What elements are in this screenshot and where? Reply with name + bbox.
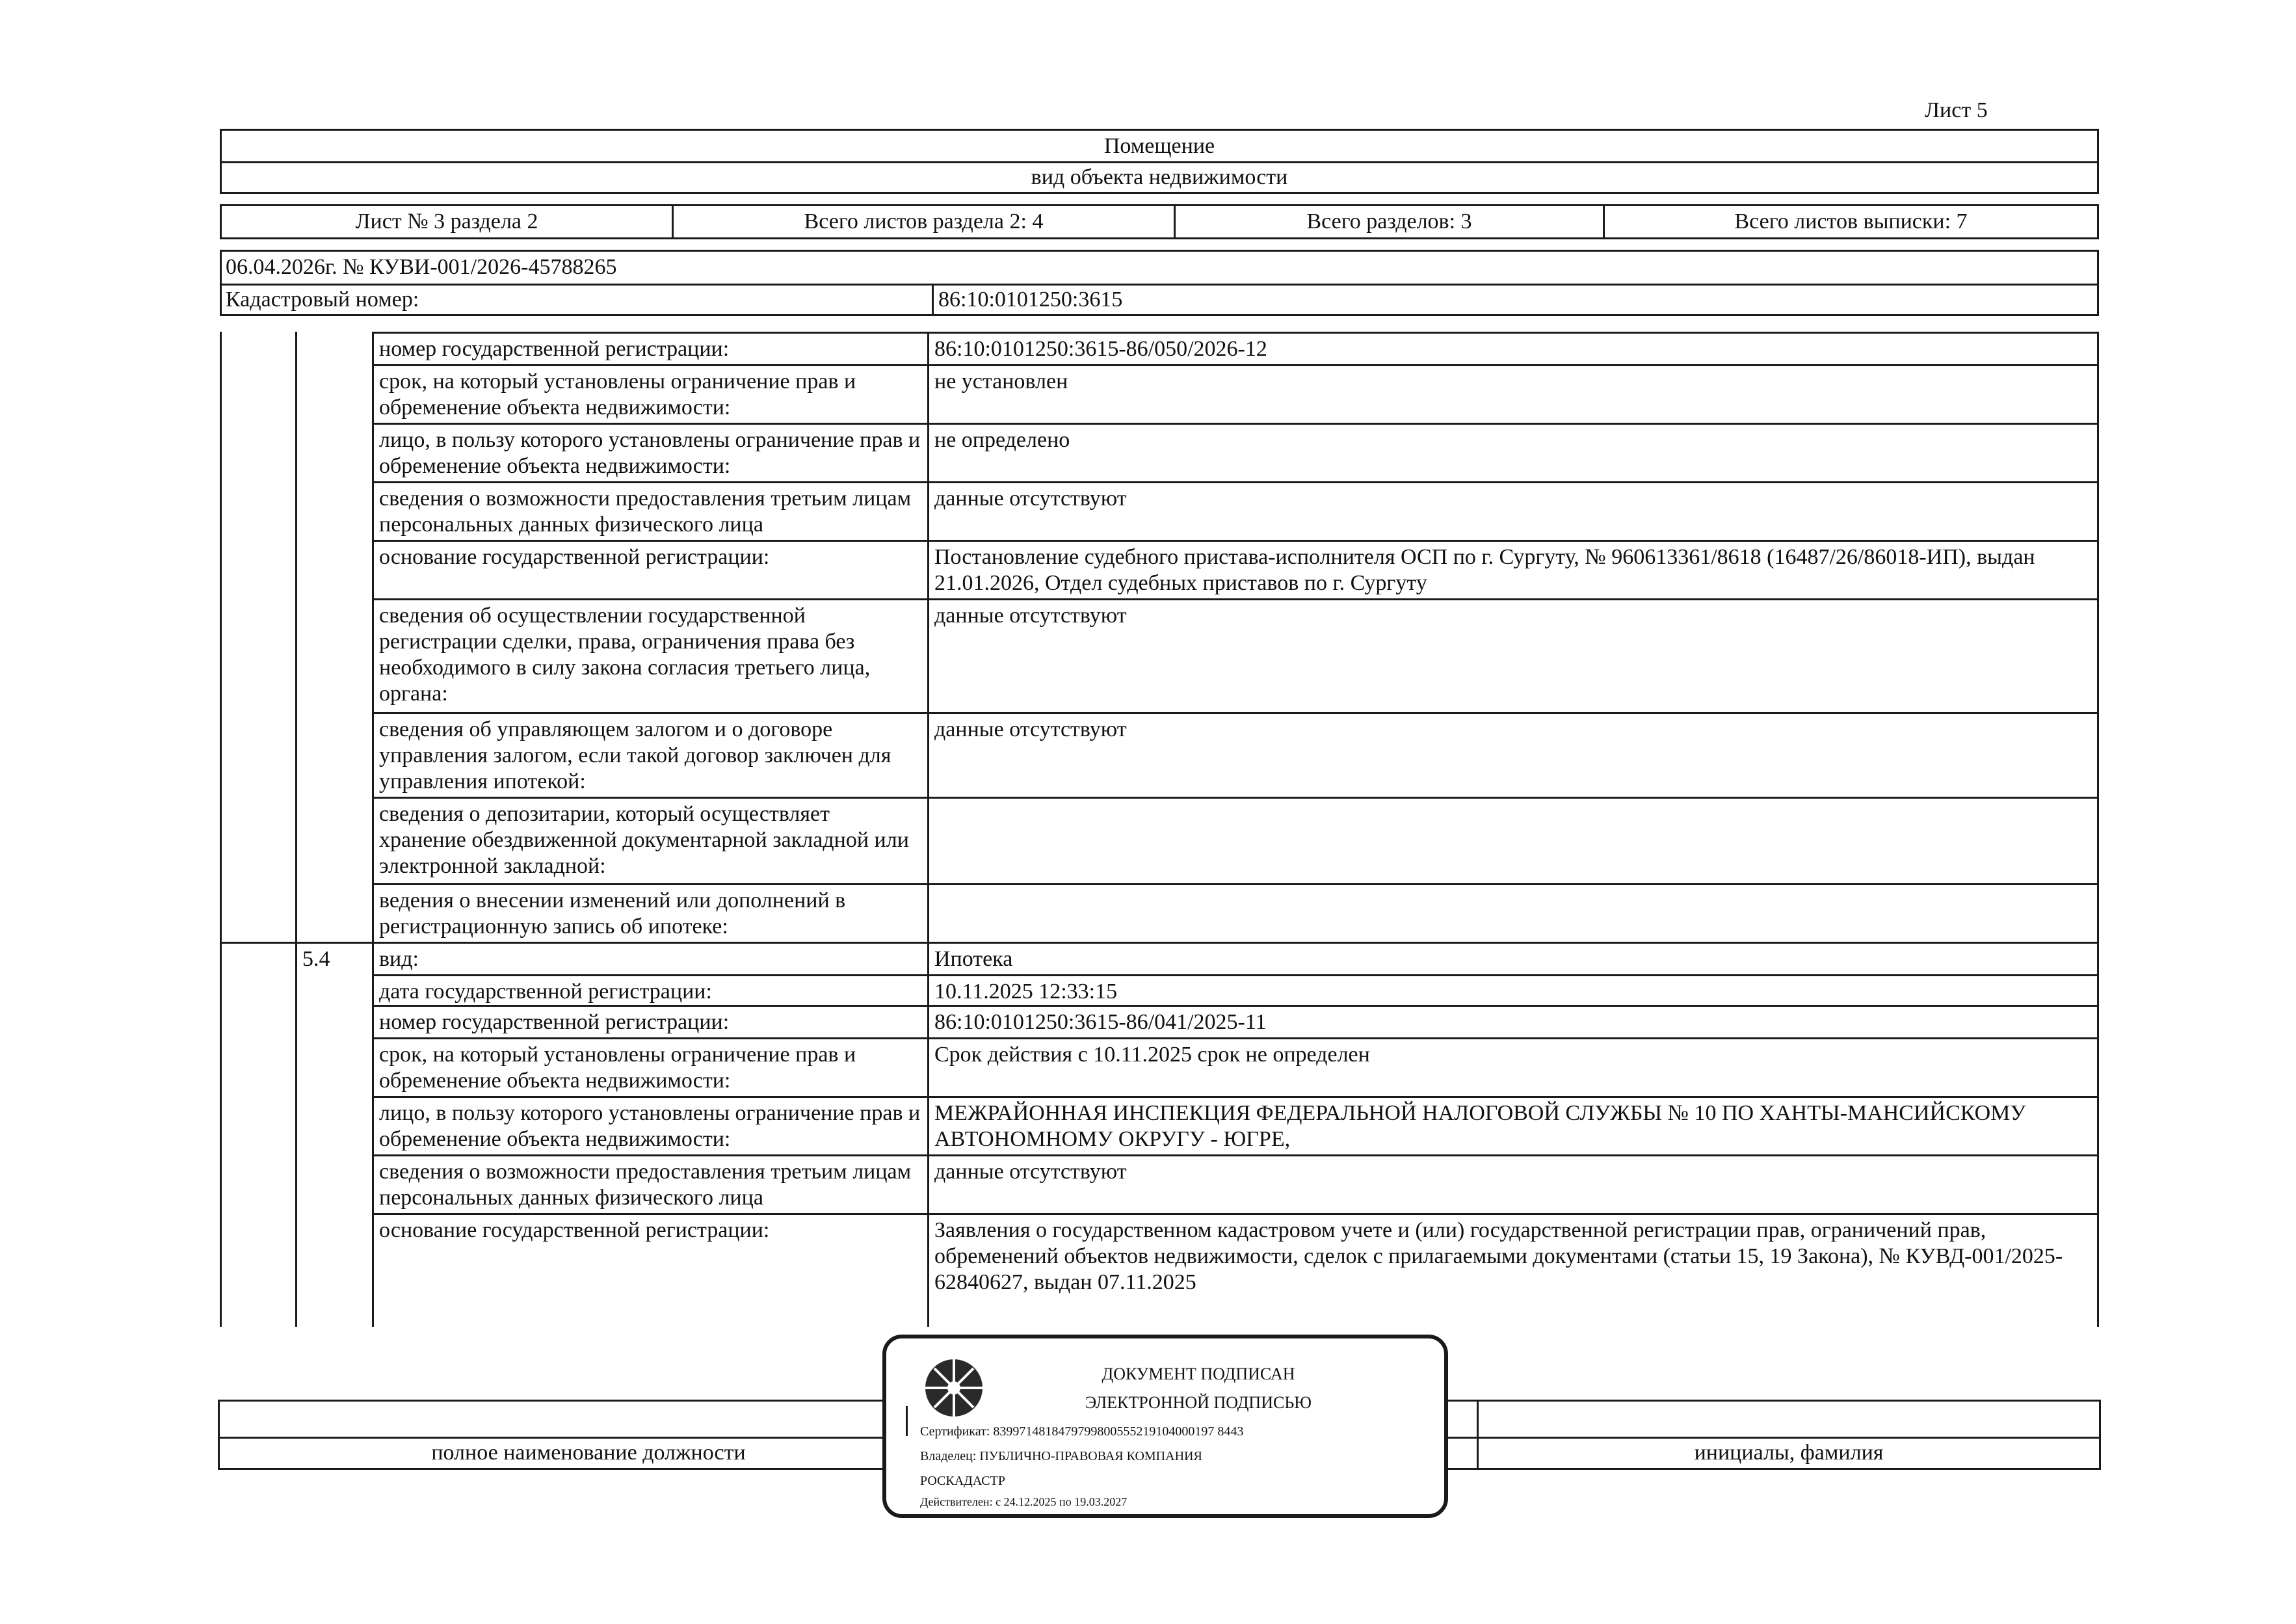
row-b6-value: данные отсутствуют bbox=[934, 1160, 1127, 1184]
row-a5-value: Постановление судебного пристава-исполнителя ОСП по г. Сургуту, № 960613361/8618 (16487/26/86018-ИП), выдан 21.01.2026, Отдел судебных приставов по г. Сургуту bbox=[934, 545, 2035, 595]
extract-date-number: 06.04.2026г. № КУВИ-001/2026-45788265 bbox=[226, 255, 617, 279]
row-a3-label: лицо, в пользу которого установлены ограничение прав и обременение объекта недвижимости: bbox=[379, 428, 921, 478]
total-section-sheets: Всего листов раздела 2: 4 bbox=[804, 209, 1044, 233]
row-b1-value: Ипотека bbox=[934, 947, 1013, 971]
section-number: 5.4 bbox=[302, 947, 330, 971]
encumbrance-table bbox=[220, 332, 2099, 1327]
sheet-info-row bbox=[220, 204, 2099, 239]
row-a6-value: данные отсутствуют bbox=[934, 604, 1127, 628]
row-a5-label: основание государственной регистрации: bbox=[379, 545, 770, 569]
object-type-caption: вид объекта недвижимости bbox=[1031, 165, 1288, 189]
total-sections: Всего разделов: 3 bbox=[1306, 209, 1472, 233]
stamp-owner: Владелец: ПУБЛИЧНО-ПРАВОВАЯ КОМПАНИЯ bbox=[920, 1449, 1202, 1463]
row-b5-label: лицо, в пользу которого установлены ограничение прав и обременение объекта недвижимости: bbox=[379, 1101, 921, 1151]
row-b7-label: основание государственной регистрации: bbox=[379, 1218, 770, 1242]
row-a2-value: не установлен bbox=[934, 369, 1068, 393]
row-a8-label: сведения о депозитарии, который осуществляет хранение обездвиженной документарной закладной или электронной закладной: bbox=[379, 802, 909, 878]
row-a7-label: сведения об управляющем залогом и о договоре управления залогом, если такой договор заключен для управления ипотекой: bbox=[379, 717, 891, 793]
roskadastr-logo-icon bbox=[921, 1355, 986, 1420]
row-a6-label: сведения об осуществлении государственной регистрации сделки, права, ограничения права без необходимого в силу закона согласия третьего лица, органа: bbox=[379, 604, 871, 706]
stamp-owner2: РОСКАДАСТР bbox=[920, 1474, 1005, 1488]
row-b7-value: Заявления о государственном кадастровом учете и (или) государственной регистрации прав, ограничений прав, обременений объектов недвижимости, сделок с прилагаемыми документами (статьи 15, 19 Закона), № КУВД-001/2025-62840627, выдан 07.11.2025 bbox=[934, 1218, 2063, 1294]
row-a9-label: ведения о внесении изменений или дополнений в регистрационную запись об ипотеке: bbox=[379, 888, 846, 938]
row-b2-value: 10.11.2025 12:33:15 bbox=[934, 979, 1118, 1004]
name-caption: инициалы, фамилия bbox=[1694, 1441, 1884, 1465]
row-a1-value: 86:10:0101250:3615-86/050/2026-12 bbox=[934, 337, 1267, 361]
row-b5-value: МЕЖРАЙОННАЯ ИНСПЕКЦИЯ ФЕДЕРАЛЬНОЙ НАЛОГОВОЙ СЛУЖБЫ № 10 ПО ХАНТЫ-МАНСИЙСКОМУ АВТОНОМНОМУ ОКРУГУ - ЮГРЕ, bbox=[934, 1101, 2026, 1151]
e-signature-stamp bbox=[882, 1335, 1448, 1518]
row-a7-value: данные отсутствуют bbox=[934, 717, 1127, 741]
row-a3-value: не определено bbox=[934, 428, 1070, 452]
row-a4-value: данные отсутствуют bbox=[934, 486, 1127, 511]
row-b4-value: Срок действия с 10.11.2025 срок не определен bbox=[934, 1043, 1370, 1067]
row-b3-label: номер государственной регистрации: bbox=[379, 1010, 730, 1034]
row-a8-value bbox=[929, 799, 2097, 804]
row-a1-label: номер государственной регистрации: bbox=[379, 337, 730, 361]
row-a2-label: срок, на который установлены ограничение прав и обременение объекта недвижимости: bbox=[379, 369, 856, 419]
position-caption: полное наименование должности bbox=[431, 1441, 746, 1465]
stamp-line2: ЭЛЕКТРОННОЙ ПОДПИСЬЮ bbox=[1085, 1393, 1312, 1412]
row-b3-value: 86:10:0101250:3615-86/041/2025-11 bbox=[934, 1010, 1267, 1034]
object-type: Помещение bbox=[1103, 134, 1215, 158]
stamp-certificate: Сертификат: 8399714818479799800555219104000197 8443 bbox=[920, 1424, 1244, 1439]
row-b2-label: дата государственной регистрации: bbox=[379, 979, 712, 1004]
row-a9-value bbox=[929, 885, 2097, 890]
row-a4-label: сведения о возможности предоставления третьим лицам персональных данных физического лица bbox=[379, 486, 912, 537]
total-sheets: Всего листов выписки: 7 bbox=[1734, 209, 1968, 233]
row-b4-label: срок, на который установлены ограничение прав и обременение объекта недвижимости: bbox=[379, 1043, 856, 1093]
cadastral-label: Кадастровый номер: bbox=[226, 287, 419, 312]
row-b6-label: сведения о возможности предоставления третьим лицам персональных данных физического лица bbox=[379, 1160, 912, 1210]
extract-info-box bbox=[220, 250, 2099, 316]
sheet-section: Лист № 3 раздела 2 bbox=[355, 209, 538, 233]
sheet-label: Лист 5 bbox=[1925, 98, 1988, 122]
stamp-validity: Действителен: с 24.12.2025 по 19.03.2027 bbox=[920, 1495, 1128, 1508]
cadastral-number: 86:10:0101250:3615 bbox=[938, 287, 1123, 312]
stamp-line1: ДОКУМЕНТ ПОДПИСАН bbox=[1102, 1364, 1295, 1383]
object-type-box bbox=[220, 129, 2099, 194]
row-b1-label: вид: bbox=[379, 947, 419, 971]
